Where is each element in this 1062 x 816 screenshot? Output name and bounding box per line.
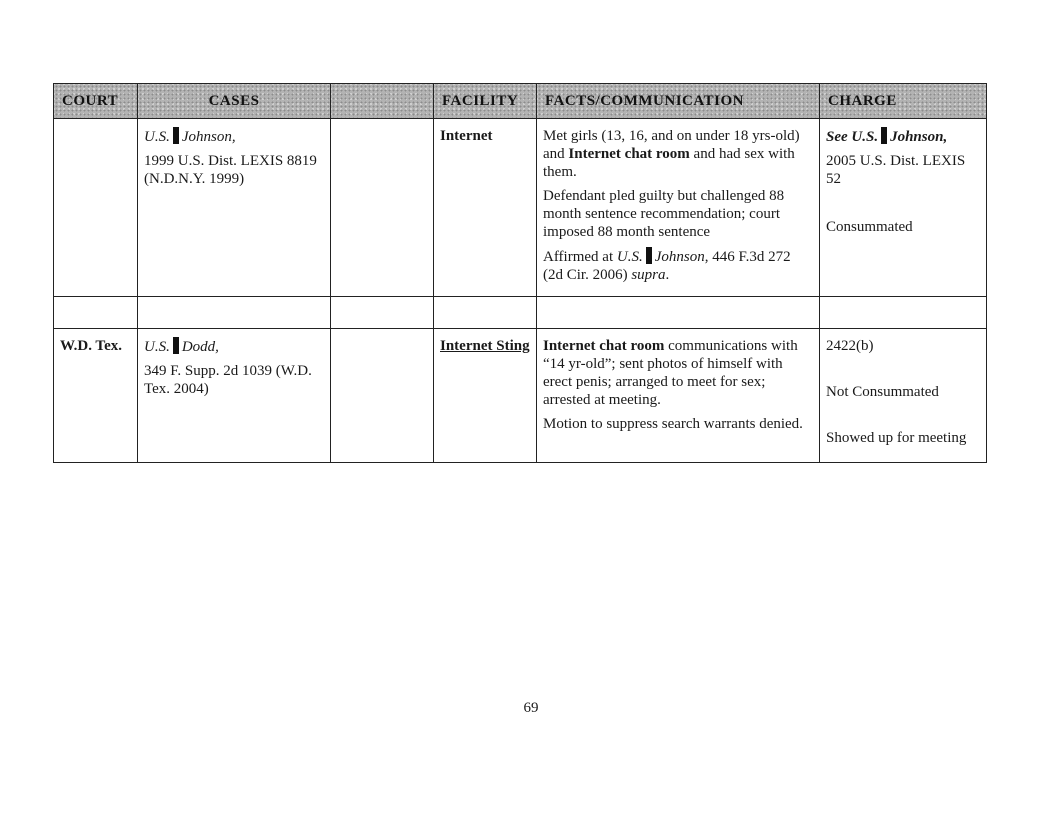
case-table: [53, 83, 987, 463]
court-cell: W.D. Tex.: [54, 329, 138, 463]
table-row: [54, 329, 987, 463]
facts-cell: Internet chat room communications with “14 yr-old”; sent photos of himself with erect penis; arranged to meet for sex; arrested at meeting. Motion to suppress search warrants denied.: [537, 329, 820, 463]
header-facts: FACTS/COMMUNICATION: [537, 84, 820, 119]
table-row-spacer: [54, 297, 987, 329]
case-cell: U.S. Dodd, 349 F. Supp. 2d 1039 (W.D. Tex. 2004): [138, 329, 331, 463]
redaction-mark: [173, 337, 179, 354]
header-blank: [331, 84, 434, 119]
facility-cell: Internet Sting: [434, 329, 537, 463]
table-row: [54, 119, 987, 297]
charge-cell: 2422(b) Not Consummated Showed up for meeting: [820, 329, 987, 463]
redaction-mark: [646, 247, 652, 264]
blank-cell: [331, 119, 434, 297]
header-row: [54, 84, 987, 119]
case-cell: U.S. Johnson, 1999 U.S. Dist. LEXIS 8819 (N.D.N.Y. 1999): [138, 119, 331, 297]
header-facility: FACILITY: [434, 84, 537, 119]
header-charge: CHARGE: [820, 84, 987, 119]
court-cell: [54, 119, 138, 297]
redaction-mark: [173, 127, 179, 144]
facility-cell: Internet: [434, 119, 537, 297]
case-table-container: [53, 83, 986, 463]
charge-cell: See U.S. Johnson, 2005 U.S. Dist. LEXIS 52 Consummated: [820, 119, 987, 297]
header-court: COURT: [54, 84, 138, 119]
blank-cell: [331, 329, 434, 463]
header-cases: CASES: [138, 84, 331, 119]
redaction-mark: [881, 127, 887, 144]
page-number: 69: [523, 700, 539, 716]
facts-cell: Met girls (13, 16, and on under 18 yrs-old) and Internet chat room and had sex with them. Defendant pled guilty but challenged 88 month sentence recommendation; court imposed 88 month sentence Affirmed at U.S. Johnson, 446 F.3d 272 (2d Cir. 2006) supra.: [537, 119, 820, 297]
